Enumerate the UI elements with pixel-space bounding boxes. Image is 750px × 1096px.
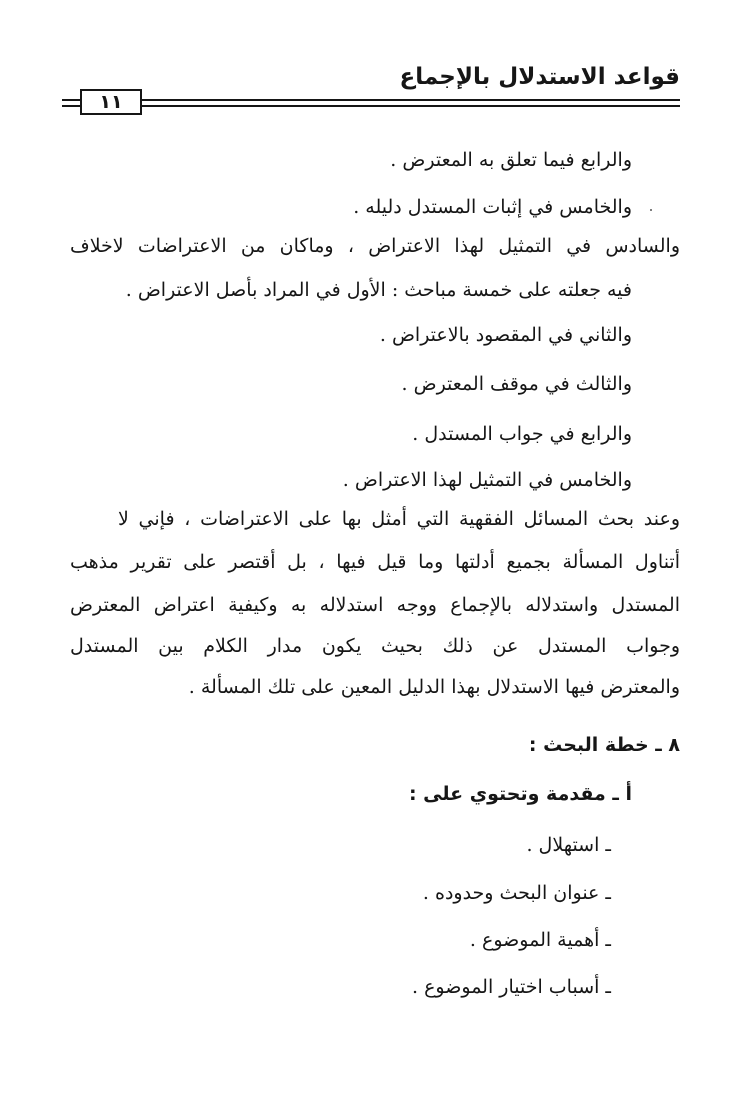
ink-dot (650, 209, 652, 211)
text-line: المستدل واستدلاله بالإجماع ووجه استدلاله به وكيفية اعتراض المعترض (70, 594, 680, 616)
header-rule (62, 99, 80, 101)
text-line: وجواب المستدل عن ذلك بحيث يكون مدار الكلام بين المستدل (70, 635, 680, 657)
page-header (62, 62, 680, 120)
list-item: ـ أهمية الموضوع . (469, 929, 611, 951)
book-title: قواعد الاستدلال بالإجماع (399, 64, 680, 90)
text-line: فيه جعلته على خمسة مباحث : الأول في المراد بأصل الاعتراض . (125, 279, 632, 301)
list-item: ـ عنوان البحث وحدوده . (422, 882, 611, 904)
section-heading: ٨ ـ خطة البحث : (528, 734, 680, 756)
text-line: والرابع في جواب المستدل . (412, 423, 632, 445)
header-rule (142, 105, 680, 107)
text-line: والرابع فيما تعلق به المعترض . (390, 149, 632, 171)
header-rule (142, 99, 680, 101)
text-line: والخامس في التمثيل لهذا الاعتراض . (342, 469, 632, 491)
text-line: والخامس في إثبات المستدل دليله . (353, 196, 632, 218)
header-rule (62, 105, 80, 107)
text-line: وعند بحث المسائل الفقهية التي أمثل بها على الاعتراضات ، فإني لا (118, 508, 680, 530)
text-line: والثاني في المقصود بالاعتراض . (379, 324, 632, 346)
list-item: ـ استهلال . (526, 834, 611, 856)
subsection-heading: أ ـ مقدمة وتحتوي على : (408, 783, 632, 805)
page-number: ١١ (80, 89, 142, 115)
list-item: ـ أسباب اختيار الموضوع . (412, 976, 611, 998)
text-line: والسادس في التمثيل لهذا الاعتراض ، وماكان من الاعتراضات لاخلاف (70, 235, 680, 257)
text-line: والمعترض فيها الاستدلال بهذا الدليل المعين على تلك المسألة . (188, 676, 680, 698)
text-line: أتناول المسألة بجميع أدلتها وما قيل فيها ، بل أقتصر على تقرير مذهب (70, 551, 680, 573)
text-line: والثالث في موقف المعترض . (401, 373, 632, 395)
